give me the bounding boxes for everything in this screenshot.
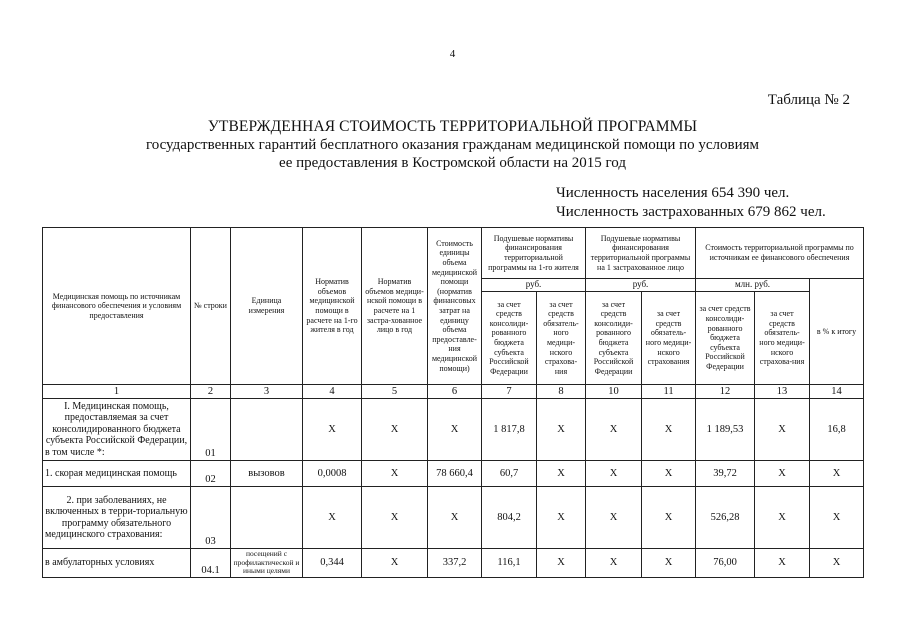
header-col7: за счет средств консолиди-рованного бюджета субъекта Российской Федерации	[482, 292, 537, 385]
row-c12: 39,72	[696, 461, 755, 487]
row-code: 03	[191, 487, 231, 549]
row-c12: 1 189,53	[696, 399, 755, 461]
row-description: 2. при заболеваниях, не включенных в терри-ториальную программу обязательного медицинского страхования:	[43, 487, 191, 549]
title-line-1: УТВЕРЖДЕННАЯ СТОИМОСТЬ ТЕРРИТОРИАЛЬНОЙ ПРОГРАММЫ	[207, 118, 698, 135]
row-c11: X	[642, 549, 696, 578]
row-c11: X	[642, 487, 696, 549]
row-c11: X	[642, 461, 696, 487]
title-line-3: ее предоставления в Костромской области на 2015 год	[279, 155, 626, 171]
row-c5: X	[362, 399, 428, 461]
row-c10: X	[586, 399, 642, 461]
document-title	[0, 117, 905, 172]
row-description: в амбулаторных условиях	[43, 549, 191, 578]
row-c6: X	[428, 399, 482, 461]
page-number: 4	[449, 48, 456, 60]
row-unit: посещений с профилактической и иными целями	[231, 549, 303, 578]
row-unit	[231, 487, 303, 549]
row-c8: X	[537, 549, 586, 578]
row-description: 1. скорая медицинская помощь	[43, 461, 191, 487]
row-c4: X	[303, 487, 362, 549]
row-c4: 0,344	[303, 549, 362, 578]
cost-table	[42, 227, 864, 578]
colnum-10: 10	[586, 385, 642, 399]
table-row	[43, 399, 864, 461]
row-c8: X	[537, 461, 586, 487]
colnum-13: 13	[755, 385, 810, 399]
header-col13: за счет средств обязатель-ного медици-нского страхова-ния	[755, 292, 810, 385]
header-col10: за счет средств консолиди-рованного бюджета субъекта Российской Федерации	[586, 292, 642, 385]
colnum-4: 4	[303, 385, 362, 399]
row-c7: 60,7	[482, 461, 537, 487]
table-row	[43, 487, 864, 549]
row-unit: вызовов	[231, 461, 303, 487]
table-row	[43, 549, 864, 578]
row-c6: 337,2	[428, 549, 482, 578]
header-group-per-insured: Подушевые нормативы финансирования территориальной программы на 1 застрахованное лицо	[586, 228, 696, 279]
header-col8: за счет средств обязатель-ного медици-нского страхова-ния	[537, 292, 586, 385]
header-group-per-resident: Подушевые нормативы финансирования территориальной программы на 1-го жителя	[482, 228, 586, 279]
row-c10: X	[586, 549, 642, 578]
colnum-6: 6	[428, 385, 482, 399]
population-count: Численность населения 654 390 чел.	[556, 185, 790, 201]
colnum-14: 14	[810, 385, 864, 399]
row-c14: X	[810, 487, 864, 549]
row-c5: X	[362, 461, 428, 487]
row-c5: X	[362, 549, 428, 578]
row-c11: X	[642, 399, 696, 461]
row-c12: 76,00	[696, 549, 755, 578]
row-c13: X	[755, 549, 810, 578]
row-c4: X	[303, 399, 362, 461]
row-code: 02	[191, 461, 231, 487]
row-c7: 804,2	[482, 487, 537, 549]
row-c7: 116,1	[482, 549, 537, 578]
row-c13: X	[755, 461, 810, 487]
row-code: 01	[191, 399, 231, 461]
colnum-11: 11	[642, 385, 696, 399]
header-volume-per-resident: Норматив объемов медицинской помощи в расчете на 1-го жителя в год	[303, 228, 362, 385]
header-col12: за счет средств консолиди-рованного бюджета субъекта Российской Федерации	[696, 292, 755, 385]
row-c8: X	[537, 487, 586, 549]
title-line-2: государственных гарантий бесплатного оказания гражданам медицинской помощи по условиям	[145, 137, 760, 153]
colnum-5: 5	[362, 385, 428, 399]
table-label: Таблица № 2	[767, 92, 850, 108]
row-c12: 526,28	[696, 487, 755, 549]
colnum-1: 1	[43, 385, 191, 399]
row-c14: X	[810, 549, 864, 578]
header-unit-cost: Стоимость единицы объема медицинской помощи (норматив финансовых затрат на единицу объема предоставле-ния медицинской помощи)	[428, 228, 482, 385]
header-volume-per-insured: Норматив объемов медици-нской помощи в расчете на 1 застра-хованное лицо в год	[362, 228, 428, 385]
colnum-12: 12	[696, 385, 755, 399]
row-c10: X	[586, 461, 642, 487]
colnum-2: 2	[191, 385, 231, 399]
row-c8: X	[537, 399, 586, 461]
column-number-row	[43, 385, 864, 399]
row-c10: X	[586, 487, 642, 549]
row-c7: 1 817,8	[482, 399, 537, 461]
colnum-3: 3	[231, 385, 303, 399]
row-c14: X	[810, 461, 864, 487]
row-c5: X	[362, 487, 428, 549]
row-c4: 0,0008	[303, 461, 362, 487]
colnum-8: 8	[537, 385, 586, 399]
row-c6: 78 660,4	[428, 461, 482, 487]
row-c13: X	[755, 487, 810, 549]
insured-count: Численность застрахованных 679 862 чел.	[556, 204, 826, 220]
header-row-1	[43, 228, 864, 279]
row-c6: X	[428, 487, 482, 549]
colnum-7: 7	[482, 385, 537, 399]
row-c14: 16,8	[810, 399, 864, 461]
header-row-number: № строки	[191, 228, 231, 385]
header-unit-mln: млн. руб.	[696, 279, 810, 292]
header-col11: за счет средств обязатель-ного медици-нского страхования	[642, 292, 696, 385]
header-unit-rub-1: руб.	[482, 279, 586, 292]
row-code: 04.1	[191, 549, 231, 578]
row-c13: X	[755, 399, 810, 461]
row-description: I. Медицинская помощь, предоставляемая за счет консолидированного бюджета субъекта Российской Федерации, в том числе *:	[43, 399, 191, 461]
header-percent-total: в % к итогу	[810, 279, 864, 385]
row-unit	[231, 399, 303, 461]
table-row	[43, 461, 864, 487]
header-group-program-cost: Стоимость территориальной программы по источникам ее финансового обеспечения	[696, 228, 864, 279]
header-service: Медицинская помощь по источникам финансового обеспечения и условиям предоставления	[43, 228, 191, 385]
header-unit-rub-2: руб.	[586, 279, 696, 292]
header-unit: Единица измерения	[231, 228, 303, 385]
